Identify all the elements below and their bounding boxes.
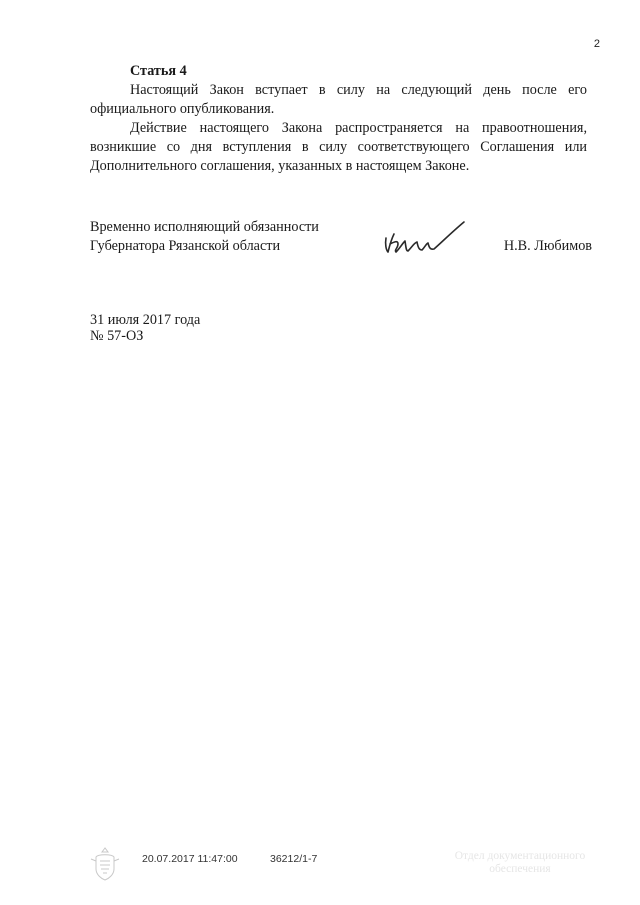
article-section [90,62,587,176]
signatory-name: Н.В. Любимов [503,238,592,254]
article-paragraph-1: Настоящий Закон вступает в силу на следующий день после его официального опубликования. [90,82,587,117]
law-meta [90,312,200,344]
footer-timestamp: 20.07.2017 11:47:00 [142,853,238,865]
law-number: № 57-ОЗ [90,328,144,344]
signatory-position-line-1: Временно исполняющий обязанности [90,219,319,235]
law-date: 31 июля 2017 года [90,312,201,328]
coat-of-arms-icon [88,845,122,883]
department-stamp [440,850,600,876]
stamp-line-2: обеспечения [489,863,551,875]
signatory-position-line-2: Губернатора Рязанской области [90,238,281,254]
signatory-position [90,218,319,256]
page-number: 2 [593,38,600,50]
handwritten-signature [378,214,470,258]
article-paragraph-2: Действие настоящего Закона распространяется на правоотношения, возникшие со дня вступления в силу соответствующего Соглашения или Дополнительного соглашения, указанных в настоящем Законе. [90,120,587,174]
article-title: Статья 4 [130,63,187,79]
footer-registration-number: 36212/1-7 [270,853,318,865]
stamp-line-1: Отдел документационного [454,850,586,862]
